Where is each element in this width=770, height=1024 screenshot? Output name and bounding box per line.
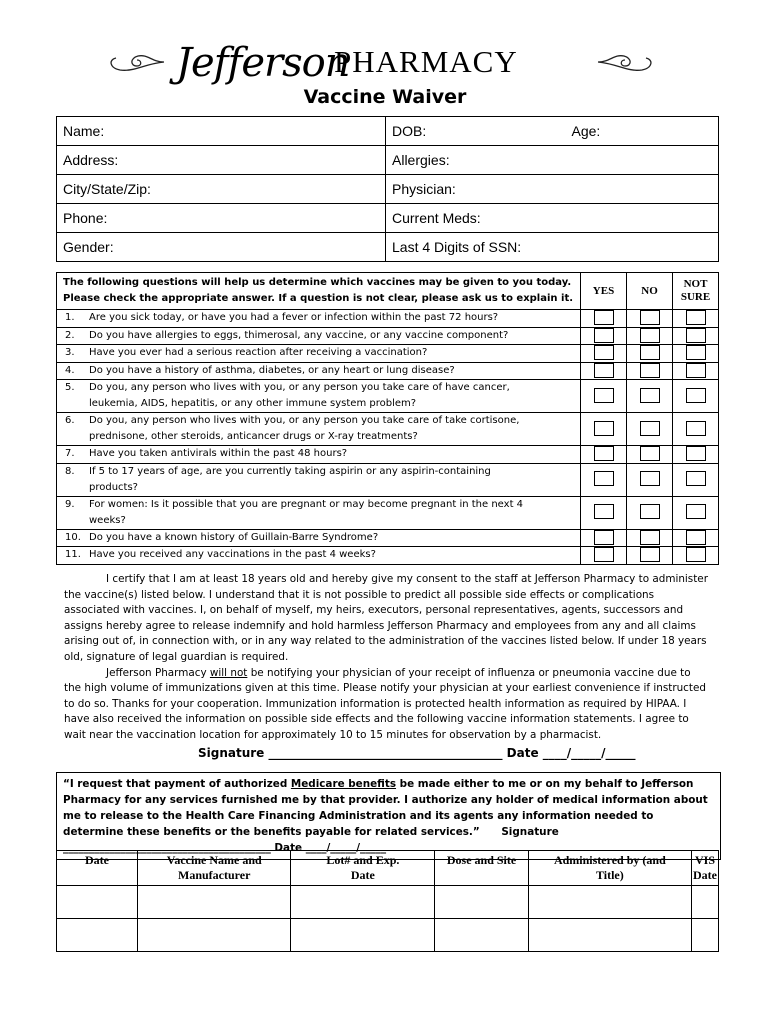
question-label: For women: Is it possible that you are pregnant or may become pregnant in the next 4 weeks?: [89, 498, 524, 526]
no-checkbox[interactable]: [640, 363, 660, 378]
question-label: Have you ever had a serious reaction after receiving a vaccination?: [89, 347, 428, 359]
admin-cell[interactable]: [138, 886, 291, 919]
question-number: 11.: [65, 549, 81, 561]
admin-cell[interactable]: [291, 886, 435, 919]
col-no-header: NO: [627, 273, 673, 310]
admin-col-dose: Dose and Site: [435, 851, 528, 886]
answer-cell-yes: [581, 446, 627, 464]
city-state-zip-field[interactable]: City/State/Zip:: [57, 175, 386, 204]
answer-cell-yes: [581, 310, 627, 328]
question-text: [57, 362, 581, 380]
answer-cell-not-sure: [673, 446, 719, 464]
question-number: 8.: [65, 465, 75, 477]
medicare-authorization: [56, 772, 721, 860]
info-row-name: [57, 117, 719, 146]
col-not-sure-header: NOT SURE: [673, 273, 719, 310]
yes-checkbox[interactable]: [594, 345, 614, 360]
dob-field[interactable]: [386, 117, 719, 146]
question-number: 10.: [65, 531, 81, 543]
answer-cell-not-sure: [673, 327, 719, 345]
not-sure-checkbox[interactable]: [686, 547, 706, 562]
brand-word-text: PHARMACY: [334, 44, 518, 79]
admin-entry-row: [57, 886, 719, 919]
admin-cell[interactable]: [138, 919, 291, 952]
admin-col-administered-by: Administered by (and Title): [528, 851, 691, 886]
question-label: Have you taken antivirals within the past 48 hours?: [89, 448, 348, 460]
answer-cell-not-sure: [673, 413, 719, 446]
questionnaire-table: [56, 272, 719, 565]
answer-cell-not-sure: [673, 345, 719, 363]
medicare-text-start: “I request that payment of authorized: [63, 778, 291, 790]
yes-checkbox[interactable]: [594, 363, 614, 378]
consent-p2-end: be notifying your physician of your receipt of influenza or pneumonia vaccine due to the high volume of immunizations given at this time. Please notify your physician at your earliest convenience if instructed to do so. Thanks for your cooperation. Immunization information is protected health information as required by HIPAA. I have also received the information on possible side effects and the following vaccine information statements. I agree to wait near the vaccination location for approximately 10 to 15 minutes for observation by a pharmacist.: [64, 666, 706, 741]
not-sure-checkbox[interactable]: [686, 421, 706, 436]
answer-cell-not-sure: [673, 463, 719, 496]
answer-cell-not-sure: [673, 380, 719, 413]
answer-cell-not-sure: [673, 529, 719, 547]
question-label: Do you have a known history of Guillain-Barre Syndrome?: [89, 531, 379, 543]
info-row-phone: [57, 204, 719, 233]
consent-paragraph-2: [64, 666, 710, 744]
admin-col-vaccine: Vaccine Name and Manufacturer: [138, 851, 291, 886]
answer-cell-yes: [581, 463, 627, 496]
admin-col-date: Date: [57, 851, 138, 886]
yes-checkbox[interactable]: [594, 388, 614, 403]
gender-field[interactable]: Gender:: [57, 233, 386, 262]
left-flourish-icon: [104, 50, 166, 74]
answer-cell-not-sure: [673, 310, 719, 328]
question-label: Are you sick today, or have you had a fever or infection within the past 72 hours?: [89, 312, 499, 324]
answer-cell-yes: [581, 380, 627, 413]
yes-checkbox[interactable]: [594, 328, 614, 343]
allergies-field[interactable]: Allergies:: [386, 146, 719, 175]
question-text: [57, 345, 581, 363]
yes-checkbox[interactable]: [594, 547, 614, 562]
right-flourish-icon: [596, 50, 658, 74]
question-text: [57, 413, 581, 446]
admin-cell[interactable]: [435, 886, 528, 919]
question-text: [57, 446, 581, 464]
answer-cell-no: [627, 310, 673, 328]
admin-cell[interactable]: [291, 919, 435, 952]
admin-cell[interactable]: [528, 886, 691, 919]
answer-cell-yes: [581, 413, 627, 446]
question-number: 6.: [65, 415, 75, 426]
no-checkbox[interactable]: [640, 310, 660, 325]
medicare-benefits-emphasis: Medicare benefits: [290, 778, 397, 790]
admin-col-vis-date: VIS Date: [692, 851, 719, 886]
admin-header-row: [57, 851, 719, 886]
questionnaire-intro: The following questions will help us determine which vaccines may be given to you today. Please check the appropriate answer. If a question is not clear, please ask us to explain it.: [57, 273, 581, 310]
question-text: [57, 327, 581, 345]
yes-checkbox[interactable]: [594, 421, 614, 436]
question-label: Have you received any vaccinations in the past 4 weeks?: [89, 549, 376, 561]
question-row: [57, 380, 719, 413]
consent-p2-emphasis: will not: [209, 666, 248, 679]
answer-cell-no: [627, 327, 673, 345]
admin-cell[interactable]: [435, 919, 528, 952]
question-list: [57, 310, 719, 565]
answer-cell-no: [627, 547, 673, 565]
answer-cell-no: [627, 345, 673, 363]
info-row-city: [57, 175, 719, 204]
answer-cell-not-sure: [673, 362, 719, 380]
answer-cell-yes: [581, 362, 627, 380]
not-sure-checkbox[interactable]: [686, 471, 706, 486]
dob-label: DOB:: [392, 123, 427, 139]
no-checkbox[interactable]: [640, 530, 660, 545]
admin-cell[interactable]: [528, 919, 691, 952]
not-sure-checkbox[interactable]: [686, 345, 706, 360]
answer-cell-no: [627, 496, 673, 529]
answer-cell-yes: [581, 496, 627, 529]
current-meds-field[interactable]: Current Meds:: [386, 204, 719, 233]
not-sure-checkbox[interactable]: [686, 310, 706, 325]
no-checkbox[interactable]: [640, 504, 660, 519]
question-text: [57, 496, 581, 529]
address-field[interactable]: Address:: [57, 146, 386, 175]
question-label: Do you, any person who lives with you, or any person you take care of take cortisone, prednisone, other steroids, anticancer drugs or X-ray treatments?: [89, 415, 520, 442]
info-row-address: [57, 146, 719, 175]
name-field[interactable]: Name:: [57, 117, 386, 146]
question-row: [57, 529, 719, 547]
answer-cell-no: [627, 446, 673, 464]
consent-p2-start: Jefferson Pharmacy: [106, 666, 210, 679]
consent-signature-line[interactable]: Signature _______________________________________ Date ____/_____/_____: [198, 746, 636, 760]
answer-cell-not-sure: [673, 547, 719, 565]
no-checkbox[interactable]: [640, 388, 660, 403]
medicare-text-end: be made either to me or on my behalf to Jefferson Pharmacy for any services furnished me by that provider. I authorize any holder of medical information about me to release to the Health Care Financing Administration and its agents any information needed to determine these benefits or the benefits payable for related services.”: [63, 778, 708, 838]
phone-field[interactable]: Phone:: [57, 204, 386, 233]
yes-checkbox[interactable]: [594, 504, 614, 519]
question-text: [57, 310, 581, 328]
not-sure-checkbox[interactable]: [686, 446, 706, 461]
consent-paragraph-1: I certify that I am at least 18 years old and hereby give my consent to the staff at Jefferson Pharmacy to administer the vaccine(s) listed below. I understand that it is not possible to predict all possible side effects or complications associated with vaccines. I, on behalf of myself, my heirs, executors, personal representatives, agents, successors and assigns hereby agree to release indemnify and hold harmless Jefferson Pharmacy and employees from any and all claims arising out of, in connection with, or in any way related to the administration of the vaccines listed below. If under 18 years old, signature of legal guardian is required.: [64, 573, 708, 663]
not-sure-checkbox[interactable]: [686, 504, 706, 519]
question-text: [57, 380, 581, 413]
pharmacy-logo: [0, 38, 770, 90]
question-row: [57, 496, 719, 529]
no-checkbox[interactable]: [640, 446, 660, 461]
question-label: If 5 to 17 years of age, are you currently taking aspirin or any aspirin-containing products?: [89, 465, 491, 493]
question-text: [57, 463, 581, 496]
no-checkbox[interactable]: [640, 421, 660, 436]
question-label: Do you, any person who lives with you, or any person you take care of have cancer, leukemia, AIDS, hepatitis, or any other immune system problem?: [89, 382, 510, 409]
administration-table: [56, 850, 719, 952]
no-checkbox[interactable]: [640, 471, 660, 486]
yes-checkbox[interactable]: [594, 446, 614, 461]
yes-checkbox[interactable]: [594, 530, 614, 545]
ssn-field[interactable]: Last 4 Digits of SSN:: [386, 233, 719, 262]
no-checkbox[interactable]: [640, 328, 660, 343]
answer-cell-no: [627, 413, 673, 446]
answer-cell-yes: [581, 327, 627, 345]
age-label: Age:: [571, 123, 601, 139]
not-sure-checkbox[interactable]: [686, 328, 706, 343]
question-row: [57, 310, 719, 328]
not-sure-checkbox[interactable]: [686, 388, 706, 403]
answer-cell-no: [627, 362, 673, 380]
answer-cell-no: [627, 529, 673, 547]
answer-cell-not-sure: [673, 496, 719, 529]
question-row: [57, 413, 719, 446]
question-number: 5.: [65, 382, 75, 393]
info-row-gender: [57, 233, 719, 262]
admin-cell[interactable]: [692, 919, 719, 952]
question-label: Do you have allergies to eggs, thimerosal, any vaccine, or any vaccine component?: [89, 329, 509, 341]
col-yes-header: YES: [581, 273, 627, 310]
consent-statement: [64, 572, 710, 744]
question-number: 2.: [65, 329, 75, 341]
answer-cell-no: [627, 463, 673, 496]
question-number: 1.: [65, 312, 75, 324]
question-row: [57, 362, 719, 380]
answer-cell-yes: [581, 547, 627, 565]
page-title: Vaccine Waiver: [303, 86, 467, 108]
no-checkbox[interactable]: [640, 547, 660, 562]
question-number: 7.: [65, 448, 75, 460]
question-text: [57, 529, 581, 547]
answer-cell-yes: [581, 345, 627, 363]
admin-col-lot: Lot# and Exp. Date: [291, 851, 435, 886]
yes-checkbox[interactable]: [594, 471, 614, 486]
question-text: [57, 547, 581, 565]
question-row: [57, 327, 719, 345]
brand-script-text: Jefferson: [176, 40, 350, 86]
question-row: [57, 345, 719, 363]
not-sure-checkbox[interactable]: [686, 530, 706, 545]
answer-cell-no: [627, 380, 673, 413]
admin-cell[interactable]: [57, 919, 138, 952]
admin-cell[interactable]: [692, 886, 719, 919]
question-number: 4.: [65, 364, 75, 376]
admin-entry-row: [57, 919, 719, 952]
question-label: Do you have a history of asthma, diabetes, or any heart or lung disease?: [89, 364, 455, 376]
medicare-signature-line[interactable]: Signature ________________________________________ Date ____/_____/_____: [63, 826, 559, 854]
no-checkbox[interactable]: [640, 345, 660, 360]
physician-field[interactable]: Physician:: [386, 175, 719, 204]
question-row: [57, 446, 719, 464]
answer-cell-yes: [581, 529, 627, 547]
admin-cell[interactable]: [57, 886, 138, 919]
question-row: [57, 547, 719, 565]
patient-info-table: [56, 116, 719, 262]
not-sure-checkbox[interactable]: [686, 363, 706, 378]
questionnaire-header-row: [57, 273, 719, 310]
question-number: 3.: [65, 347, 75, 359]
yes-checkbox[interactable]: [594, 310, 614, 325]
question-row: [57, 463, 719, 496]
question-number: 9.: [65, 498, 75, 510]
